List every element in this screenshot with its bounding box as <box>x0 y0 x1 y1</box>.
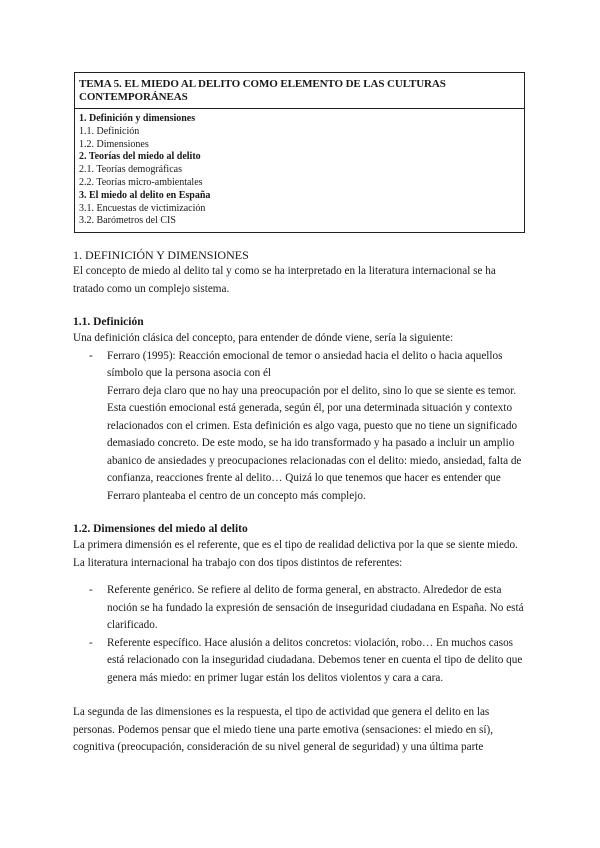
toc-item: 3. El miedo al delito en España <box>79 189 211 201</box>
list-item <box>73 348 527 506</box>
dimensions-intro-paragraph: La primera dimensión es el referente, que es el tipo de realidad delictiva por la que se siente miedo. La literatura internacional ha trabajo con dos tipos distintos de referentes: <box>73 539 518 569</box>
list-item <box>73 582 527 635</box>
bullet-dash: - <box>89 349 93 362</box>
referents-list <box>73 582 527 687</box>
list-item-text: Referente genérico. Se refiere al delito de forma general, en abstracto. Alrededor de esta noción se ha fundado la expresión de sensación de inseguridad ciudadana en España. No está clarificado. <box>107 584 524 631</box>
definition-intro-paragraph: Una definición clásica del concepto, para entender de dónde viene, sería la siguiente: <box>73 332 454 344</box>
toc-item: 1.2. Dimensiones <box>79 138 149 150</box>
document-body <box>73 248 527 757</box>
section-heading: 1. DEFINICIÓN Y DIMENSIONES <box>73 248 249 262</box>
toc-item: 2. Teorías del miedo al delito <box>79 151 201 163</box>
table-of-contents-box <box>74 72 525 233</box>
bullet-dash: - <box>89 584 93 596</box>
toc-item: 1.1. Definición <box>79 125 140 137</box>
toc-item: 3.1. Encuestas de victimización <box>79 202 206 214</box>
toc-item: 3.2. Barómetros del CIS <box>79 215 176 227</box>
list-item-continuation: Ferraro deja claro que no hay una preocupación por el delito, sino lo que se siente es temor. Esta cuestión emocional está generada, según él, por una determinada situación y contexto relacionados con el crimen. Esta definición es algo vaga, puesto que no tiene un significado demasiado concreto. De este modo, se ha ido transformado y ha pasado a incluir un amplio abanico de ansiedades y preocupaciones relacionadas con el delito: miedo, ansiedad, falta de confianza, reacciones frente al delito… Quizá lo que tenemos que hacer es entender que Ferraro planteaba el centro de un concepto más complejo. <box>107 384 522 502</box>
toc-item: 1. Definición y dimensiones <box>79 113 196 124</box>
toc-item: 2.2. Teorías micro-ambientales <box>79 176 203 188</box>
definition-list <box>73 348 527 506</box>
list-item <box>73 635 527 688</box>
bullet-dash: - <box>89 636 93 649</box>
section-intro-paragraph: El concepto de miedo al delito tal y como se ha interpretado en la literatura internacional se ha tratado como un complejo sistema. <box>73 265 496 295</box>
list-item-text: Ferraro (1995): Reacción emocional de temor o ansiedad hacia el delito o hacia aquellos símbolo que la persona asocia con él <box>107 349 503 379</box>
subsection-heading-dimensions: 1.2. Dimensiones del miedo al delito <box>73 523 248 535</box>
list-item-text: Referente específico. Hace alusión a delitos concretos: violación, robo… En muchos casos está relacionado con la inseguridad ciudadana. Debemos tener en cuenta el tipo de delito que genera más miedo: en primer lugar están los delitos violentos y cara a cara. <box>107 636 523 684</box>
response-dimension-paragraph: La segunda de las dimensiones es la respuesta, el tipo de actividad que genera el delito en las personas. Podemos pensar que el miedo tiene una parte emotiva (sensaciones: el miedo en sí), cognitiva (preocupación, consideración de su nivel general de seguridad) y una última parte <box>73 706 494 753</box>
topic-title: TEMA 5. EL MIEDO AL DELITO COMO ELEMENTO DE LAS CULTURAS CONTEMPORÁNEAS <box>75 73 524 109</box>
toc-item: 2.1. Teorías demográficas <box>79 164 182 176</box>
subsection-heading-definition: 1.1. Definición <box>73 316 144 328</box>
toc-list <box>75 109 524 232</box>
